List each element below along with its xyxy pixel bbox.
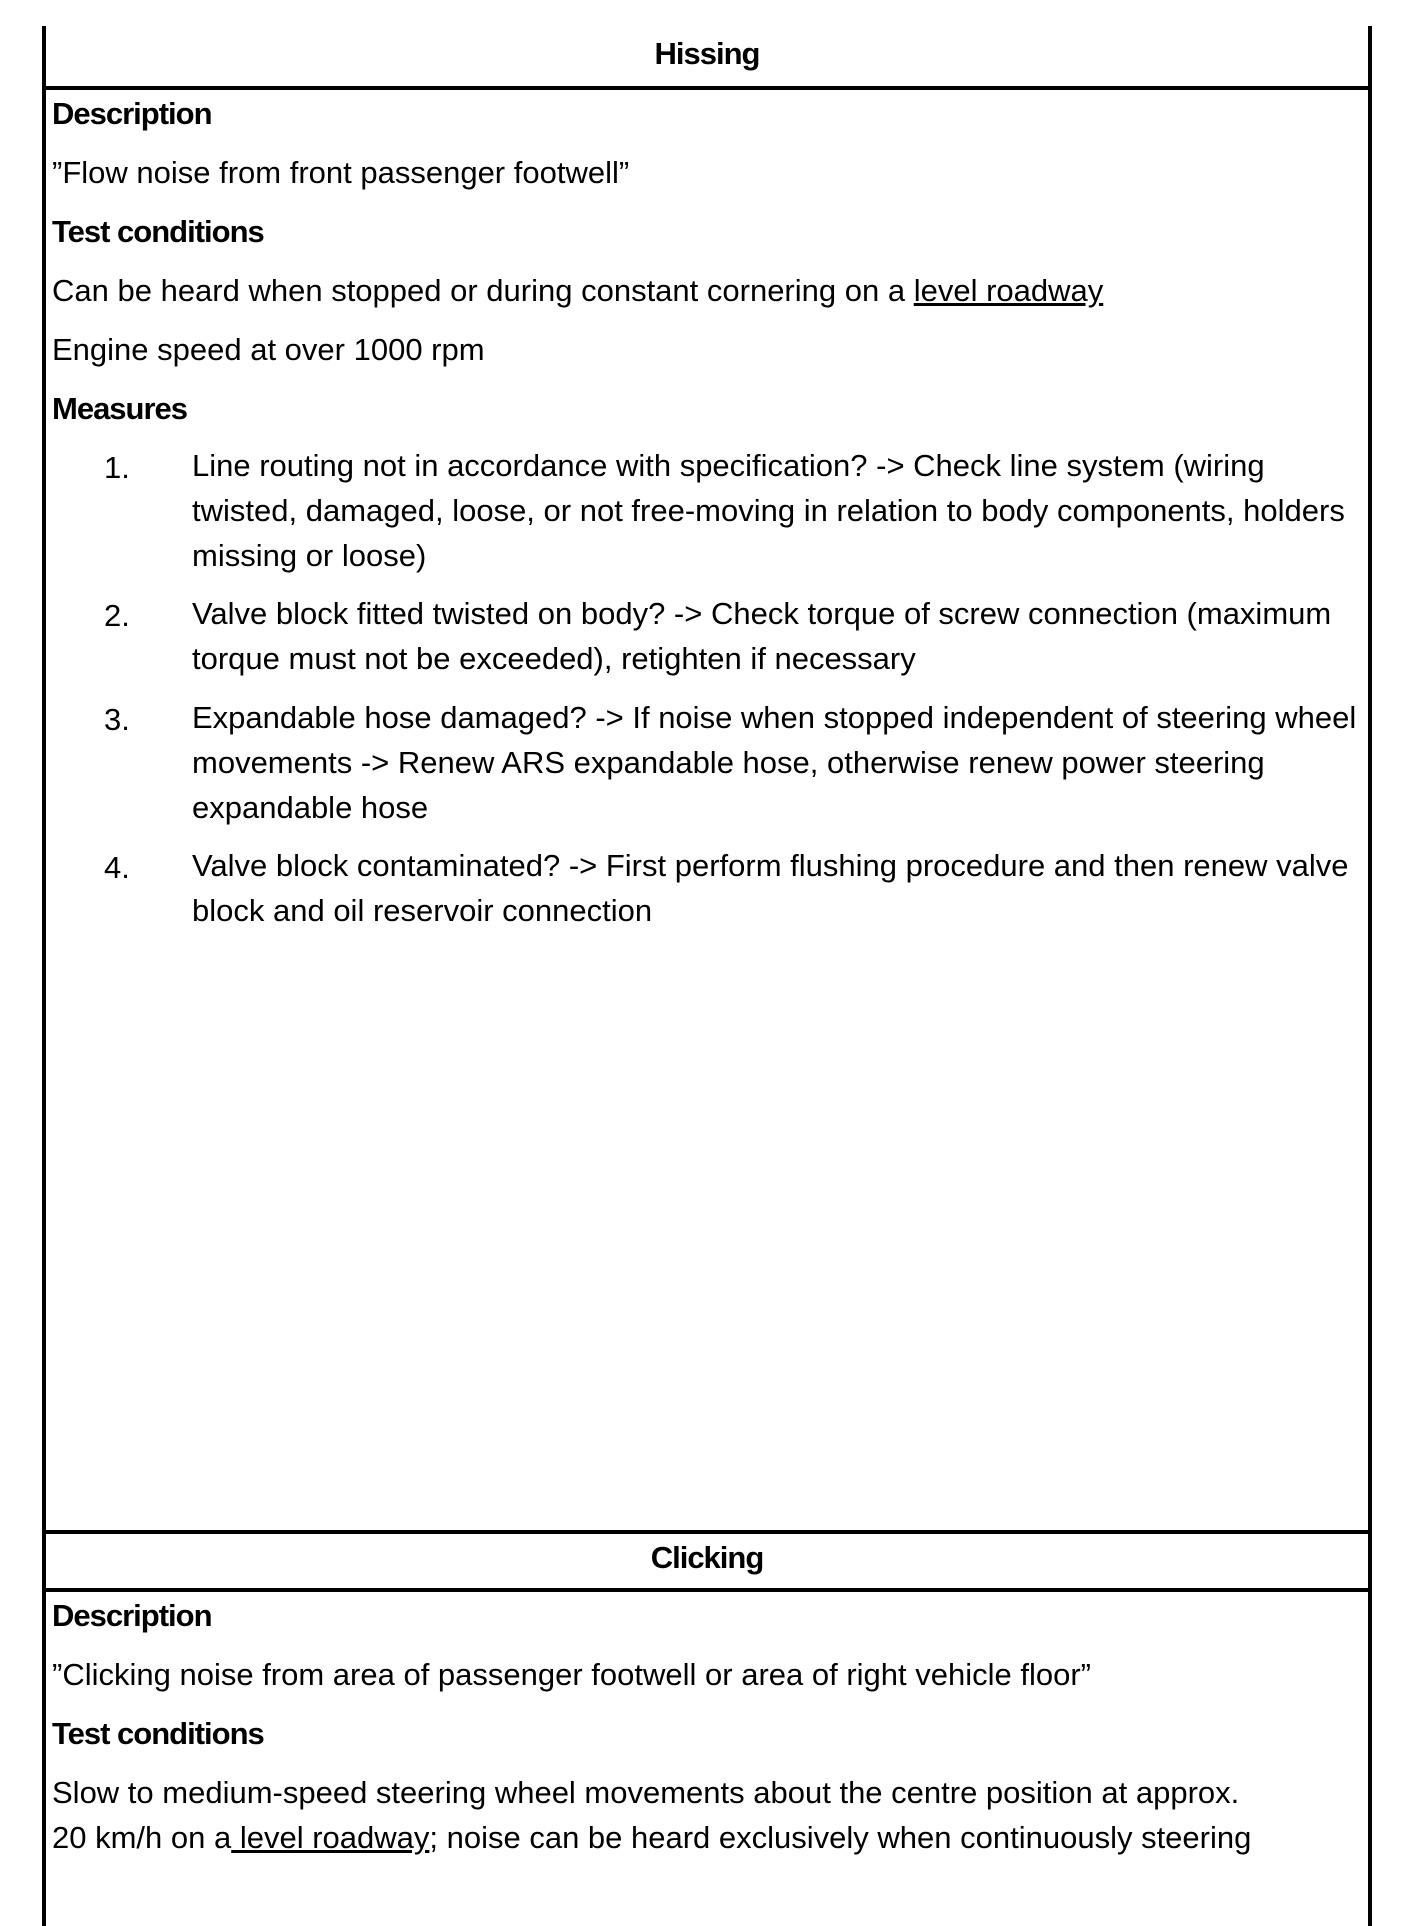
measure-text: Valve block contaminated? -> First perform flushing procedure and then renew valve block and oil reservoir connection [192, 848, 1349, 928]
measure-text: Valve block fitted twisted on body? -> Check torque of screw connection (maximum torque must not be exceeded), retighten if necessary [192, 596, 1332, 676]
test-conditions-label: Test conditions [52, 1716, 264, 1751]
divider [46, 1588, 1368, 1592]
test-condition-line [52, 1820, 1251, 1856]
section-title-hissing: Hissing [654, 36, 760, 71]
divider [46, 86, 1368, 90]
level-roadway-link[interactable]: level roadway [913, 273, 1104, 308]
condition-text: Can be heard when stopped or during constant cornering on a [52, 273, 914, 308]
measure-number: 3. [104, 702, 130, 737]
description-label: Description [52, 96, 212, 131]
condition-text: 20 km/h on a [52, 1820, 232, 1855]
description-text: ”Clicking noise from area of passenger footwell or area of right vehicle floor” [52, 1657, 1091, 1692]
measure-text: Line routing not in accordance with specification? -> Check line system (wiring twisted, damaged, loose, or not free-moving in relation to body components, holders missing or loose) [192, 448, 1345, 573]
test-condition-line: Slow to medium-speed steering wheel movements about the centre position at approx. [52, 1775, 1240, 1810]
measure-number: 4. [104, 850, 130, 885]
measure-number: 1. [104, 450, 130, 485]
test-condition-line [52, 273, 1103, 309]
description-label: Description [52, 1598, 212, 1633]
measure-number: 2. [104, 598, 130, 633]
section-title-clicking: Clicking [650, 1540, 764, 1575]
measure-text: Expandable hose damaged? -> If noise when stopped independent of steering wheel movements -> Renew ARS expandable hose, otherwise renew power steering expandable hose [192, 700, 1357, 825]
description-text: ”Flow noise from front passenger footwell” [52, 155, 630, 190]
measures-label: Measures [52, 391, 188, 426]
document-frame [42, 26, 1372, 1926]
level-roadway-link[interactable]: level roadway [231, 1820, 430, 1855]
condition-text: ; noise can be heard exclusively when continuously steering [429, 1820, 1252, 1855]
divider [46, 1530, 1368, 1534]
test-conditions-label: Test conditions [52, 214, 264, 249]
test-condition-line: Engine speed at over 1000 rpm [52, 332, 485, 367]
